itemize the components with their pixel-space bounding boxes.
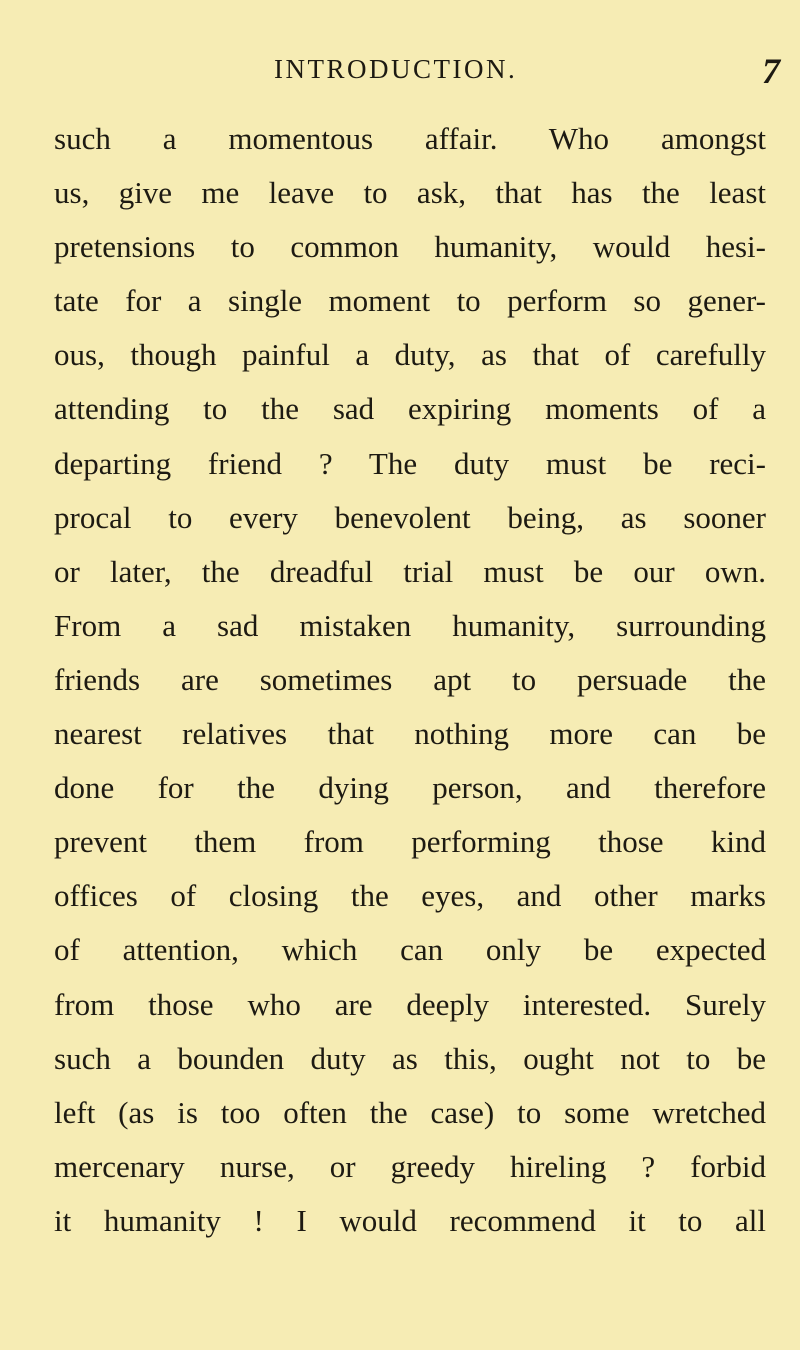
text-line: or later, the dreadful trial must be our own.	[54, 553, 766, 589]
text-line: done for the dying person, and therefore	[54, 770, 766, 806]
text-line: it humanity ! I would recommend it to all	[54, 1202, 766, 1238]
page-number: 7	[762, 51, 780, 91]
text-line: ous, though painful a duty, as that of carefully	[54, 337, 766, 373]
text-line: procal to every benevolent being, as sooner	[54, 499, 766, 535]
text-line: tate for a single moment to perform so gener-	[54, 283, 766, 319]
running-head	[0, 50, 800, 94]
text-line: of attention, which can only be expected	[54, 932, 766, 968]
text-line: from those who are deeply interested. Surely	[54, 986, 766, 1022]
text-line: us, give me leave to ask, that has the least	[54, 175, 766, 211]
text-line: left (as is too often the case) to some wretched	[54, 1094, 766, 1130]
text-line: pretensions to common humanity, would hesi-	[54, 229, 766, 265]
text-line: offices of closing the eyes, and other marks	[54, 878, 766, 914]
text-line: From a sad mistaken humanity, surrounding	[54, 607, 766, 643]
running-title: INTRODUCTION.	[274, 54, 518, 84]
text-line: nearest relatives that nothing more can be	[54, 716, 766, 752]
text-line: friends are sometimes apt to persuade the	[54, 661, 766, 697]
text-line: such a momentous affair. Who amongst	[54, 121, 766, 156]
text-line: mercenary nurse, or greedy hireling ? forbid	[54, 1148, 766, 1184]
body-text	[54, 112, 766, 1248]
text-line: attending to the sad expiring moments of a	[54, 391, 766, 427]
text-line: such a bounden duty as this, ought not to be	[54, 1040, 766, 1076]
text-line: prevent them from performing those kind	[54, 824, 766, 860]
text-line: departing friend ? The duty must be reci-	[54, 445, 766, 481]
